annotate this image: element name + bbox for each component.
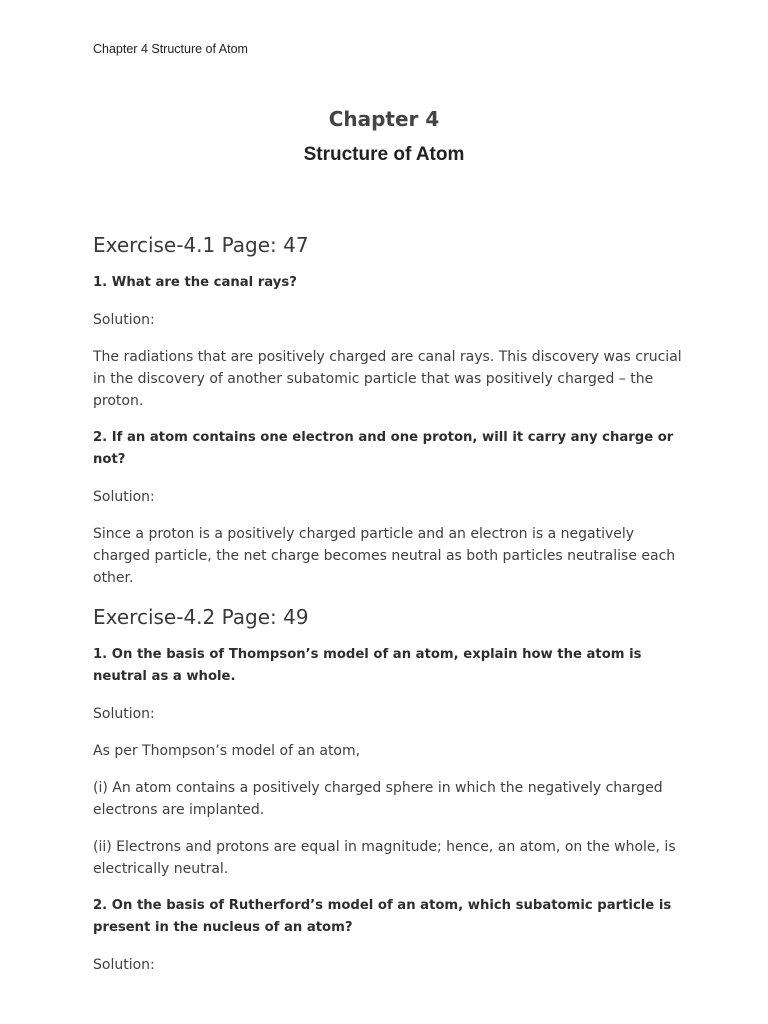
answer-paragraph: Since a proton is a positively charged particle and an electron is a negatively charged particle, the net charge becomes neutral as both particles neutralise each other.	[93, 526, 676, 586]
solution-label: Solution:	[93, 706, 155, 722]
chapter-title: Structure of Atom	[303, 144, 465, 165]
chapter-number: Chapter 4	[328, 107, 440, 131]
question-heading: 1. What are the canal rays?	[93, 275, 297, 290]
answer-paragraph: (ii) Electrons and protons are equal in magnitude; hence, an atom, on the whole, is electrically neutral.	[93, 839, 676, 877]
solution-label: Solution:	[93, 957, 155, 973]
exercise-heading: Exercise-4.2 Page: 49	[93, 605, 309, 629]
exercise-heading: Exercise-4.1 Page: 47	[93, 233, 309, 257]
document-body	[93, 232, 683, 991]
running-header: Chapter 4 Structure of Atom	[93, 42, 248, 56]
answer-paragraph: The radiations that are positively charged are canal rays. This discovery was crucial in the discovery of another subatomic particle that was positively charged – the proton.	[93, 349, 682, 409]
solution-label: Solution:	[93, 312, 155, 328]
question-heading: 2. On the basis of Rutherford’s model of an atom, which subatomic particle is present in the nucleus of an atom?	[93, 898, 672, 935]
solution-label: Solution:	[93, 489, 155, 505]
question-heading: 2. If an atom contains one electron and one proton, will it carry any charge or not?	[93, 430, 674, 467]
answer-paragraph: (i) An atom contains a positively charged sphere in which the negatively charged electrons are implanted.	[93, 780, 663, 818]
answer-paragraph: As per Thompson’s model of an atom,	[93, 743, 361, 759]
question-heading: 1. On the basis of Thompson’s model of an atom, explain how the atom is neutral as a whole.	[93, 647, 642, 684]
